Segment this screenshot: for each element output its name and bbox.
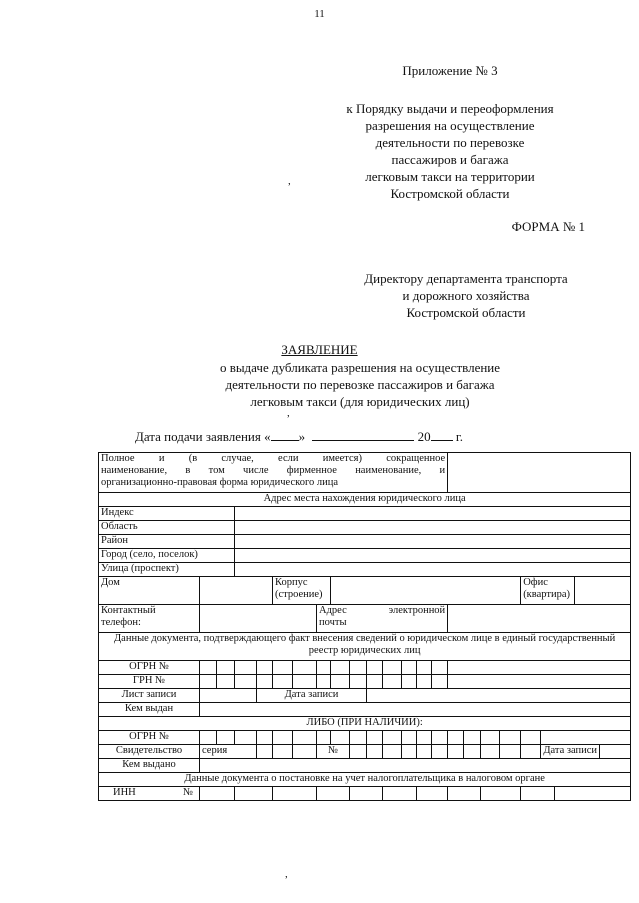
- grn-label: ГРН №: [99, 675, 200, 689]
- submission-date-line: [135, 428, 463, 445]
- appendix-line: деятельности по перевозке: [375, 135, 525, 150]
- ogrn2-row: [99, 731, 631, 745]
- building-field[interactable]: [331, 577, 521, 605]
- issued-by2-label: Кем выдано: [99, 759, 200, 773]
- issued2-row: [99, 759, 631, 773]
- year-suffix: г.: [455, 429, 463, 444]
- grn-digit[interactable]: [257, 675, 273, 689]
- number-sign: №: [317, 745, 350, 759]
- addressee-line: и дорожного хозяйства: [402, 288, 530, 303]
- city-field[interactable]: [235, 549, 631, 563]
- table-row: [99, 535, 631, 549]
- house-row: [99, 577, 631, 605]
- ogrn-digit[interactable]: [317, 661, 331, 675]
- grn-digit[interactable]: [235, 675, 257, 689]
- table-row: [99, 563, 631, 577]
- appendix-reference: [300, 100, 600, 202]
- appendix-line: разрешения на осуществление: [365, 118, 535, 133]
- appendix-line: пассажиров и багажа: [391, 152, 509, 167]
- street-label: Улица (проспект): [99, 563, 235, 577]
- org-name-label: Полное и (в случае, если имеется) сокращенное наименование, в том числе фирменное наименование, и организационно-правовая форма юридического лица: [99, 453, 448, 493]
- number-digit[interactable]: [464, 745, 481, 759]
- grn-digit[interactable]: [293, 675, 317, 689]
- inn-digit[interactable]: [383, 787, 417, 801]
- ogrn-digit[interactable]: [350, 661, 367, 675]
- ogrn2-digit[interactable]: [402, 731, 417, 745]
- ogrn2-digit[interactable]: [331, 731, 350, 745]
- number-digit[interactable]: [402, 745, 417, 759]
- sheet-row: [99, 689, 631, 703]
- appendix-line: легковым такси на территории: [365, 169, 535, 184]
- index-label: Индекс: [99, 507, 235, 521]
- org-name-row: [99, 453, 631, 493]
- ogrn-digit[interactable]: [273, 661, 293, 675]
- ogrn2-rest: [541, 731, 631, 745]
- document-subtitle: [150, 359, 570, 410]
- month-field[interactable]: [312, 428, 414, 441]
- grn-digit[interactable]: [331, 675, 350, 689]
- addressee-line: Директору департамента транспорта: [364, 271, 568, 286]
- ogrn2-digit[interactable]: [257, 731, 273, 745]
- series-digit[interactable]: [257, 745, 273, 759]
- day-field[interactable]: [271, 428, 299, 441]
- inn-digit[interactable]: [481, 787, 521, 801]
- region-label: Область: [99, 521, 235, 535]
- ogrn2-digit[interactable]: [481, 731, 500, 745]
- date-label: Дата подачи заявления «: [135, 429, 271, 444]
- table-row: [99, 549, 631, 563]
- ogrn2-digit[interactable]: [350, 731, 367, 745]
- ogrn2-digit[interactable]: [200, 731, 217, 745]
- date-close-quote: »: [298, 429, 306, 444]
- number-digit[interactable]: [521, 745, 541, 759]
- office-field[interactable]: [575, 577, 631, 605]
- region-field[interactable]: [235, 521, 631, 535]
- index-field[interactable]: [235, 507, 631, 521]
- grn-digit[interactable]: [417, 675, 432, 689]
- number-digit[interactable]: [432, 745, 448, 759]
- inn-digit[interactable]: [200, 787, 235, 801]
- ogrn2-digit[interactable]: [383, 731, 402, 745]
- grn-digit[interactable]: [200, 675, 217, 689]
- district-field[interactable]: [235, 535, 631, 549]
- ogrn2-digit[interactable]: [235, 731, 257, 745]
- table-row: [99, 507, 631, 521]
- org-name-field[interactable]: [448, 453, 631, 493]
- ogrn2-digit[interactable]: [317, 731, 331, 745]
- grn-digit[interactable]: [383, 675, 402, 689]
- issued-by-label: Кем выдан: [99, 703, 200, 717]
- ogrn2-digit[interactable]: [217, 731, 235, 745]
- number-digit[interactable]: [350, 745, 367, 759]
- number-digit[interactable]: [383, 745, 402, 759]
- grn-digit[interactable]: [273, 675, 293, 689]
- address-header: Адрес места нахождения юридического лица: [99, 493, 631, 507]
- grn-digit[interactable]: [402, 675, 417, 689]
- inn-digit[interactable]: [235, 787, 273, 801]
- addressee-line: Костромской области: [406, 305, 526, 320]
- sheet-label: Лист записи: [99, 689, 200, 703]
- record-date-field[interactable]: [367, 689, 631, 703]
- email-label: Адрес электронной почты: [317, 605, 448, 633]
- application-form-table: [98, 452, 631, 801]
- record-date-label: Дата записи: [257, 689, 367, 703]
- addressee: [320, 270, 612, 321]
- sheet-field[interactable]: [200, 689, 257, 703]
- issued-by-field[interactable]: [200, 703, 631, 717]
- district-label: Район: [99, 535, 235, 549]
- phone-field[interactable]: [200, 605, 317, 633]
- ogrn2-digit[interactable]: [464, 731, 481, 745]
- ogrn-digit[interactable]: [417, 661, 432, 675]
- subtitle-line: о выдаче дубликата разрешения на осуществление: [219, 360, 501, 375]
- stray-mark: ,: [287, 407, 290, 419]
- ogrn-label: ОГРН №: [99, 661, 200, 675]
- house-field[interactable]: [200, 577, 273, 605]
- ogrn-digit[interactable]: [367, 661, 383, 675]
- record-date2-label: Дата записи: [541, 745, 600, 759]
- series-digit[interactable]: [293, 745, 317, 759]
- inn-row: [99, 787, 631, 801]
- ogrn-digit[interactable]: [383, 661, 402, 675]
- ogrn2-digit[interactable]: [417, 731, 432, 745]
- issued-row: [99, 703, 631, 717]
- grn-digit[interactable]: [367, 675, 383, 689]
- grn-rest: [448, 675, 631, 689]
- ogrn-digit[interactable]: [200, 661, 217, 675]
- number-digit[interactable]: [417, 745, 432, 759]
- ogrn2-digit[interactable]: [521, 731, 541, 745]
- inn-rest: [555, 787, 631, 801]
- ogrn2-digit[interactable]: [293, 731, 317, 745]
- stray-mark: ,: [285, 868, 288, 880]
- building-label: Корпус (строение): [273, 577, 331, 605]
- inn-digit[interactable]: [317, 787, 350, 801]
- ogrn-digit[interactable]: [235, 661, 257, 675]
- ogrn-digit[interactable]: [331, 661, 350, 675]
- appendix-line: к Порядку выдачи и переоформления: [346, 101, 554, 116]
- series-label: серия: [200, 745, 257, 759]
- form-number: ФОРМА № 1: [511, 219, 585, 234]
- office-label: Офис (квартира): [521, 577, 575, 605]
- record-date2-field[interactable]: [600, 745, 631, 759]
- inn-digit[interactable]: [273, 787, 317, 801]
- ogrn-row: [99, 661, 631, 675]
- ogrn2-digit[interactable]: [500, 731, 521, 745]
- ogrn-digit[interactable]: [293, 661, 317, 675]
- inn-digit[interactable]: [417, 787, 448, 801]
- grn-digit[interactable]: [217, 675, 235, 689]
- ogrn2-digit[interactable]: [273, 731, 293, 745]
- number-digit[interactable]: [367, 745, 383, 759]
- year-prefix: 20: [417, 429, 431, 444]
- subtitle-line: легковым такси (для юридических лиц): [250, 394, 470, 409]
- ogrn2-digit[interactable]: [367, 731, 383, 745]
- inn-digit[interactable]: [521, 787, 555, 801]
- ogrn2-digit[interactable]: [432, 731, 448, 745]
- contact-row: [99, 605, 631, 633]
- document-title: ЗАЯВЛЕНИЕ: [281, 342, 358, 357]
- ogrn2-label: ОГРН №: [99, 731, 200, 745]
- grn-digit[interactable]: [317, 675, 331, 689]
- house-label: Дом: [99, 577, 200, 605]
- number-digit[interactable]: [500, 745, 521, 759]
- issued-by2-field[interactable]: [200, 759, 631, 773]
- ogrn-digit[interactable]: [217, 661, 235, 675]
- tax-header: Данные документа о постановке на учет налогоплательщика в налоговом органе: [99, 773, 631, 787]
- subtitle-line: деятельности по перевозке пассажиров и багажа: [225, 377, 495, 392]
- ogrn-digit[interactable]: [402, 661, 417, 675]
- appendix-title: Приложение № 3: [402, 63, 498, 78]
- page-number: 11: [314, 8, 325, 20]
- ogrn2-digit[interactable]: [448, 731, 464, 745]
- ogrn-digit[interactable]: [257, 661, 273, 675]
- inn-digit[interactable]: [448, 787, 481, 801]
- stray-mark: ,: [288, 175, 291, 187]
- phone-label: Контактный телефон:: [99, 605, 200, 633]
- inn-label: ИНН №: [99, 787, 200, 801]
- ogrn-digit[interactable]: [432, 661, 448, 675]
- table-row: [99, 521, 631, 535]
- number-digit[interactable]: [448, 745, 464, 759]
- grn-digit[interactable]: [432, 675, 448, 689]
- certificate-row: [99, 745, 631, 759]
- grn-row: [99, 675, 631, 689]
- or-header: ЛИБО (ПРИ НАЛИЧИИ):: [99, 717, 631, 731]
- number-digit[interactable]: [481, 745, 500, 759]
- series-digit[interactable]: [273, 745, 293, 759]
- inn-digit[interactable]: [350, 787, 383, 801]
- street-field[interactable]: [235, 563, 631, 577]
- email-field[interactable]: [448, 605, 631, 633]
- year-field[interactable]: [431, 428, 453, 441]
- city-label: Город (село, поселок): [99, 549, 235, 563]
- appendix-line: Костромской области: [390, 186, 510, 201]
- ogrn-rest: [448, 661, 631, 675]
- grn-digit[interactable]: [350, 675, 367, 689]
- egrul-header: Данные документа, подтверждающего факт внесения сведений о юридическом лице в единый государственный реестр юридических лиц: [99, 633, 631, 661]
- certificate-label: Свидетельство: [99, 745, 200, 759]
